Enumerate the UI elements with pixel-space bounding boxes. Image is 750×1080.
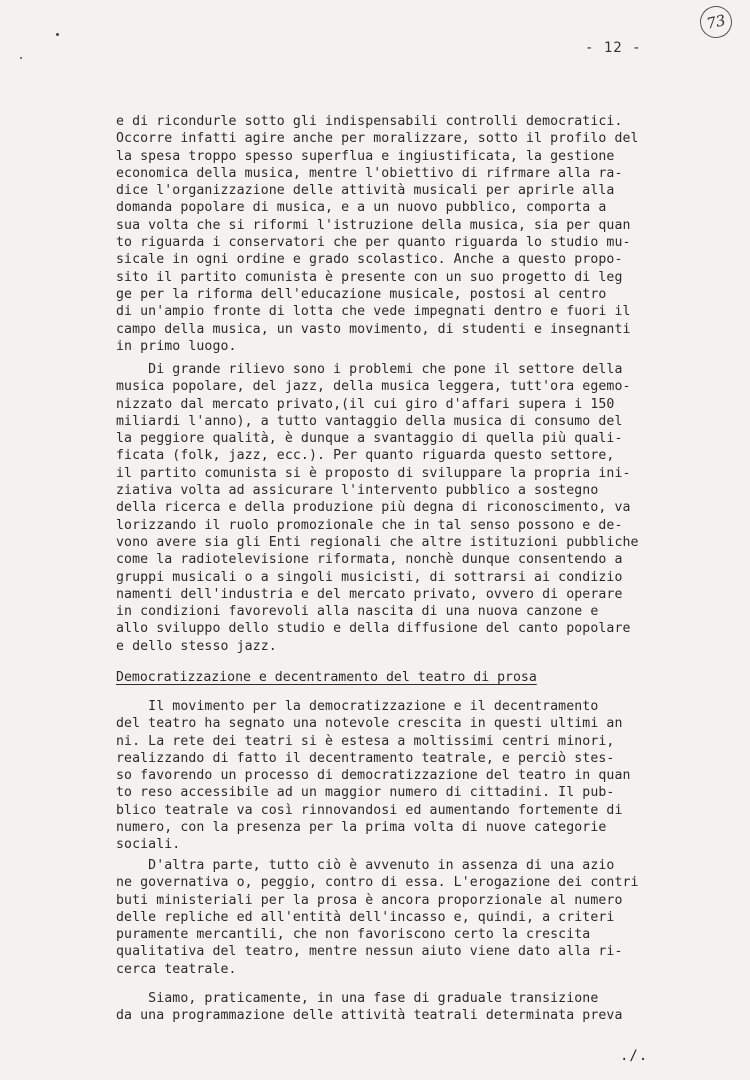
text-line: del teatro ha segnato una notevole crescita in questi ultimi an [116, 716, 623, 732]
text-line: allo sviluppo dello studio e della diffusione del canto popolare [116, 621, 631, 637]
paragraph-1 [116, 113, 706, 355]
text-line: in condizioni favorevoli alla nascita di una nuova canzone e [116, 604, 599, 620]
text-line: ficata (folk, jazz, ecc.). Per quanto riguarda questo settore, [116, 448, 615, 464]
text-line: della ricerca e della produzione più degna di riconoscimento, va [116, 500, 631, 516]
section-heading: Democratizzazione e decentramento del teatro di prosa [116, 670, 537, 685]
text-line: buti ministeriali per la prosa è ancora proporzionale al numero [116, 892, 623, 908]
text-line: la peggiore qualità, è dunque a svantaggio di quella più quali- [116, 431, 623, 447]
text-line: ni. La rete dei teatri si è estesa a moltissimi centri minori, [116, 733, 615, 749]
text-line: Siamo, praticamente, in una fase di graduale transizione [116, 991, 599, 1006]
text-line: campo della musica, un vasto movimento, di studenti e insegnanti [116, 321, 631, 337]
text-line: sicale in ogni ordine e grado scolastico. Anche a questo propo- [116, 252, 623, 268]
section-paragraph-1 [116, 698, 706, 854]
text-line: cerca teatrale. [116, 961, 237, 977]
speck-mark [20, 57, 22, 59]
text-line: ziativa volta ad assicurare l'intervento pubblico a sostegno [116, 483, 599, 499]
text-line: sociali. [116, 837, 181, 853]
text-line: musica popolare, del jazz, della musica leggera, tutt'ora egemo- [116, 379, 631, 395]
page-stamp: 73 [697, 3, 735, 41]
text-line: nizzato dal mercato privato,(il cui giro d'affari supera i 150 [116, 396, 615, 412]
section-paragraph-3 [116, 990, 706, 1025]
speck-mark [56, 33, 59, 36]
page-number: - 12 - [585, 40, 642, 56]
text-line: to riguarda i conservatori che per quanto riguarda lo studio mu- [116, 235, 631, 251]
text-line: Di grande rilievo sono i problemi che pone il settore della [116, 362, 623, 377]
text-line: e dello stesso jazz. [116, 638, 277, 654]
text-line: D'altra parte, tutto ciò è avvenuto in assenza di una azio [116, 858, 615, 873]
paragraph-2 [116, 361, 706, 655]
section-paragraph-2 [116, 857, 706, 978]
text-line: to reso accessibile ad un maggior numero di cittadini. Il pub- [116, 785, 615, 801]
text-line: sua volta che si riformi l'istruzione della musica, sia per quan [116, 217, 631, 233]
text-line: ge per la riforma dell'educazione musicale, postosi al centro [116, 286, 607, 302]
text-line: sito il partito comunista è presente con un suo progetto di leg [116, 269, 623, 285]
text-line: di un'ampio fronte di lotta che vede impegnati dentro e fuori il [116, 304, 631, 320]
text-line: economica della musica, mentre l'obiettivo di rifrmare alla ra- [116, 165, 623, 181]
text-line: so favorendo un processo di democratizzazione del teatro in quan [116, 768, 631, 784]
text-line: delle repliche ed all'entità dell'incasso e, quindi, a criteri [116, 909, 615, 925]
text-line: in primo luogo. [116, 338, 237, 354]
text-line: dice l'organizzazione delle attività musicali per aprirle alla [116, 183, 615, 199]
text-line: come la radiotelevisione riformata, nonchè dunque consentendo a [116, 552, 623, 568]
text-line: miliardi l'anno), a tutto vantaggio della musica di consumo del [116, 413, 623, 429]
text-line: namenti dell'industria e del mercato privato, ovvero di operare [116, 586, 623, 602]
text-line: lorizzando il ruolo promozionale che in tal senso possono e de- [116, 517, 623, 533]
text-line: qualitativa del teatro, mentre nessun aiuto viene dato alla ri- [116, 944, 623, 960]
text-line: il partito comunista si è proposto di sviluppare la propria ini- [116, 465, 631, 481]
text-line: domanda popolare di musica, e a un nuovo pubblico, comporta a [116, 200, 607, 216]
text-line: e di ricondurle sotto gli indispensabili controlli democratici. [116, 114, 623, 129]
text-line: blico teatrale va così rinnovandosi ed aumentando fortemente di [116, 802, 623, 818]
text-line: gruppi musicali o a singoli musicisti, di sottrarsi ai condizio [116, 569, 623, 585]
text-line: da una programmazione delle attività teatrali determinata preva [116, 1008, 623, 1024]
text-line: la spesa troppo spesso superflua e ingiustificata, la gestione [116, 148, 615, 164]
text-line: Il movimento per la democratizzazione e il decentramento [116, 699, 599, 714]
text-line: realizzando di fatto il decentramento teatrale, e perciò stes- [116, 750, 615, 766]
text-line: vono avere sia gli Enti regionali che altre istituzioni pubbliche [116, 534, 639, 550]
text-line: ne governativa o, peggio, contro di essa. L'erogazione dei contri [116, 875, 639, 891]
text-line: Occorre infatti agire anche per moralizzare, sotto il profilo del [116, 131, 639, 147]
text-line: puramente mercantili, che non favoriscono certo la crescita [116, 927, 591, 943]
text-line: numero, con la presenza per la prima volta di nuove categorie [116, 820, 607, 836]
continuation-mark: ./. [620, 1048, 649, 1064]
